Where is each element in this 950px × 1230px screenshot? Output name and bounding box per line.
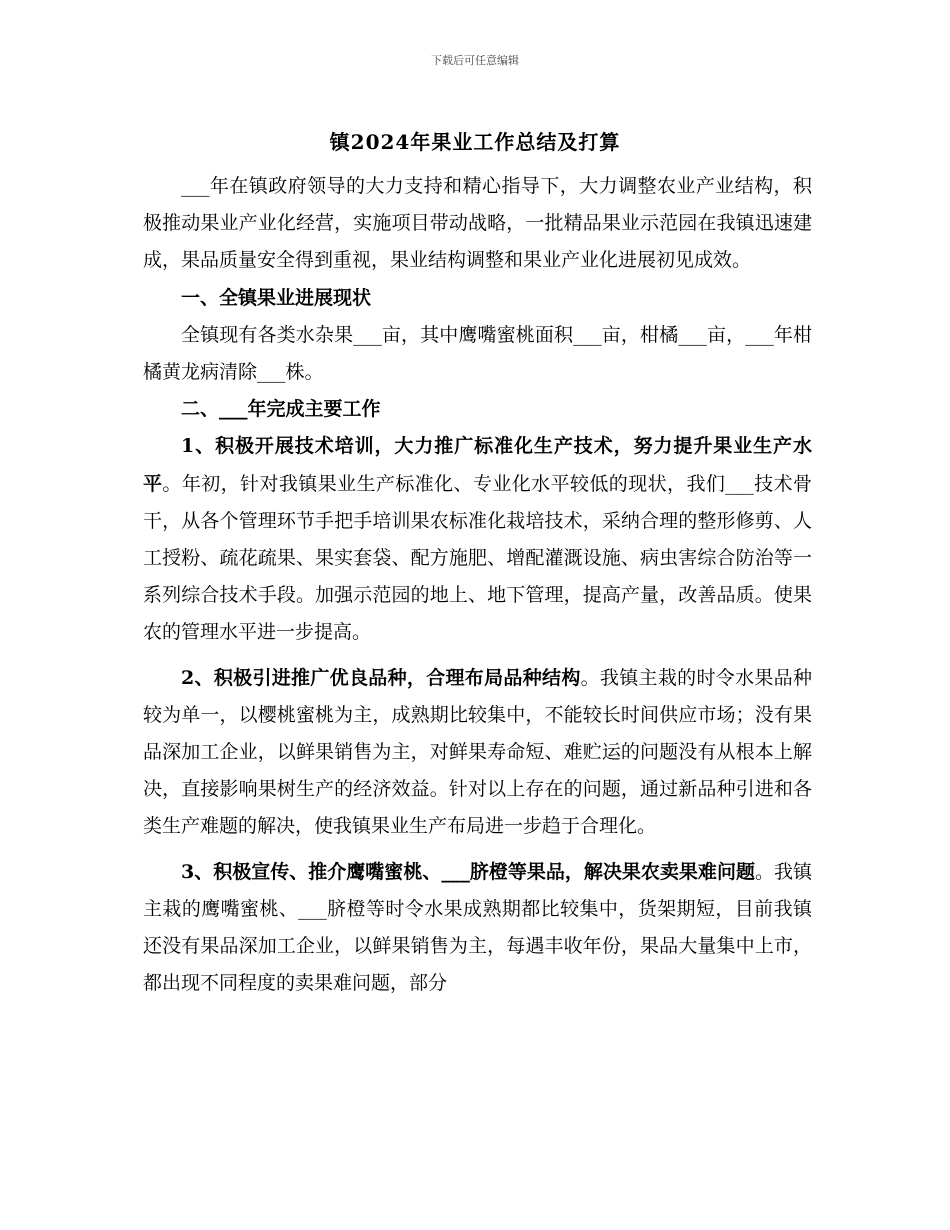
document-title: 镇2024年果业工作总结及打算 [329,130,621,154]
work-item-1-text: 。年初，针对我镇果业生产标准化、专业化水平较低的现状，我们___技术骨干，从各个管理环节手把手培训果农标准化栽培技术，采纳合理的整形修剪、人工授粉、疏花疏果、果实套袋、配方施肥、增配灌溉设施、病虫害综合防治等一系列综合技术手段。加强示范园的地上、地下管理，提高产量，改善品质。使果农的管理水平进一步提高。 [143,472,812,644]
work-item-2 [143,660,812,846]
work-item-1-lead: 1、积极开展技术培训，大力推广标准化生产技术，努力提升果业生产水平 [143,435,812,495]
work-item-3 [143,854,812,1003]
work-item-1 [143,428,812,651]
section-1-heading: 一、全镇果业进展现状 [181,286,372,309]
intro-paragraph: ___年在镇政府领导的大力支持和精心指导下，大力调整农业产业结构，积极推动果业产业化经营，实施项目带动战略，一批精品果业示范园在我镇迅速建成，果品质量安全得到重视，果业结构调整和果业产业化进展初见成效。 [143,175,812,272]
work-item-2-lead: 2、积极引进推广优良品种，合理布局品种结构 [181,666,581,689]
work-item-3-lead: 3、积极宣传、推介鹰嘴蜜桃、___脐橙等果品，解决果农卖果难问题 [181,860,755,883]
page-header-note: 下载后可任意编辑 [431,54,519,67]
work-item-2-text: 。我镇主栽的时令水果品种较为单一，以樱桃蜜桃为主，成熟期比较集中，不能较长时间供应市场；没有果品深加工企业，以鲜果销售为主，对鲜果寿命短、难贮运的问题没有从根本上解决，直接影响果树生产的经济效益。针对以上存在的问题，通过新品种引进和各类生产难题的解决，使我镇果业生产布局进一步趋于合理化。 [143,666,812,838]
work-item-3-text: 。我镇主栽的鹰嘴蜜桃、___脐橙等时令水果成熟期都比较集中，货架期短，目前我镇还没有果品深加工企业，以鲜果销售为主，每遇丰收年份，果品大量集中上市，都出现不同程度的卖果难问题，部分 [143,860,812,995]
document-body [143,168,812,1002]
section-1-paragraph: 全镇现有各类水杂果___亩，其中鹰嘴蜜桃面积___亩，柑橘___亩，___年柑橘黄龙病清除___株。 [143,323,812,384]
section-2-heading: 二、___年完成主要工作 [181,398,381,421]
